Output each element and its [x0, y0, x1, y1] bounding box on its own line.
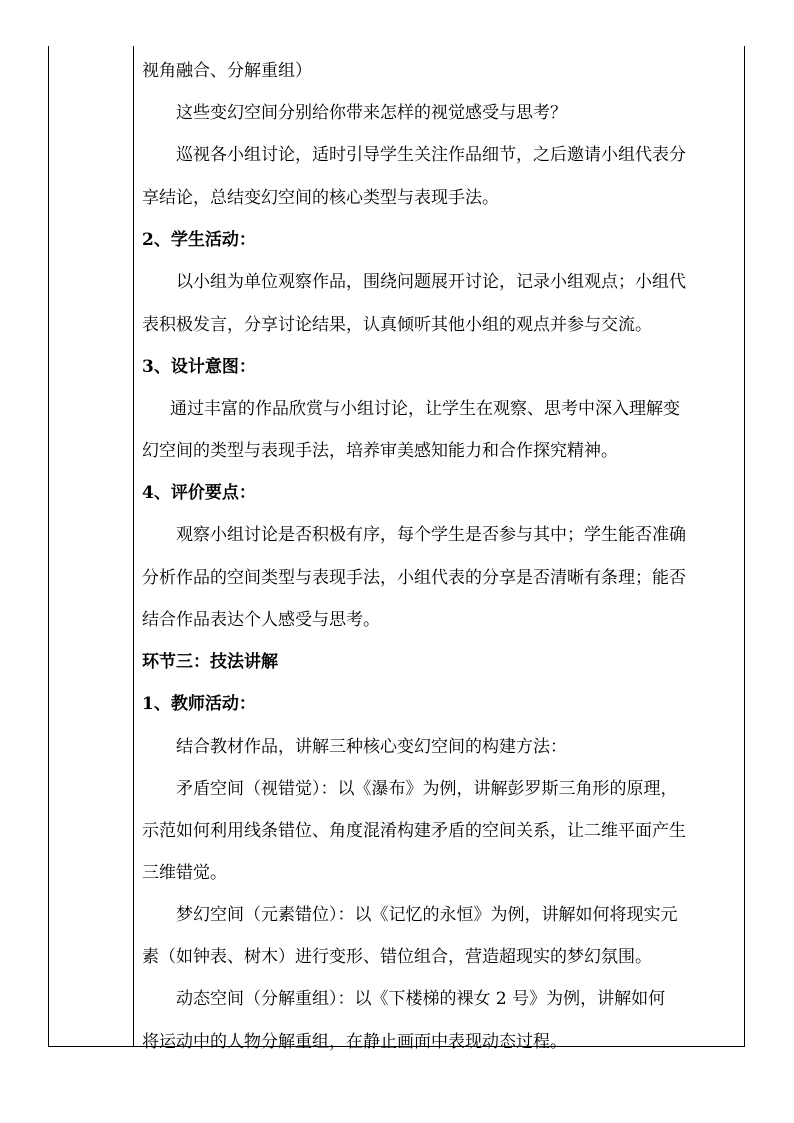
- section-heading: 环节三：技法讲解: [142, 652, 278, 672]
- section-heading: 4、评价要点：: [142, 483, 256, 503]
- paragraph-line: 矛盾空间（视错觉）：以《瀑布》为例，讲解彭罗斯三角形的原理，: [176, 779, 678, 799]
- paragraph-line: 将运动中的人物分解重组，在静止画面中表现动态过程。: [142, 1032, 567, 1052]
- paragraph-line: 示范如何利用线条错位、角度混淆构建矛盾的空间关系，让二维平面产生: [142, 821, 686, 841]
- section-heading: 1、教师活动：: [142, 694, 256, 714]
- paragraph-line: 幻空间的类型与表现手法，培养审美感知能力和合作探究精神。: [142, 441, 618, 461]
- paragraph-line: 结合教材作品，讲解三种核心变幻空间的构建方法：: [176, 737, 567, 757]
- paragraph-line: 表积极发言，分享讨论结果，认真倾听其他小组的观点并参与交流。: [142, 315, 652, 335]
- paragraph-line: 动态空间（分解重组）：以《下楼梯的裸女 2 号》为例，讲解如何: [176, 989, 666, 1009]
- paragraph-line: 素（如钟表、树木）进行变形、错位组合，营造超现实的梦幻氛围。: [142, 947, 652, 967]
- paragraph-line: 以小组为单位观察作品，围绕问题展开讨论，记录小组观点；小组代: [176, 272, 686, 292]
- paragraph-line: 三维错觉。: [142, 863, 227, 883]
- paragraph-line: 分析作品的空间类型与表现手法，小组代表的分享是否清晰有条理；能否: [142, 568, 686, 588]
- paragraph-line: 梦幻空间（元素错位）：以《记忆的永恒》为例，讲解如何将现实元: [176, 905, 678, 925]
- lesson-plan-table: [48, 46, 745, 1052]
- section-heading: 3、设计意图：: [142, 357, 256, 377]
- section-heading: 2、学生活动：: [142, 230, 256, 250]
- paragraph-line: 通过丰富的作品欣赏与小组讨论，让学生在观察、思考中深入理解变: [170, 399, 680, 419]
- content-cell: [134, 46, 744, 1052]
- paragraph-line: 视角融合、分解重组）: [142, 61, 312, 81]
- paragraph-line: 结合作品表达个人感受与思考。: [142, 610, 380, 630]
- paragraph-line: 观察小组讨论是否积极有序，每个学生是否参与其中；学生能否准确: [176, 525, 686, 545]
- paragraph-line: 享结论，总结变幻空间的核心类型与表现手法。: [142, 188, 499, 208]
- paragraph-line: 这些变幻空间分别给你带来怎样的视觉感受与思考？: [176, 103, 567, 123]
- paragraph-line: 巡视各小组讨论，适时引导学生关注作品细节，之后邀请小组代表分: [176, 145, 686, 165]
